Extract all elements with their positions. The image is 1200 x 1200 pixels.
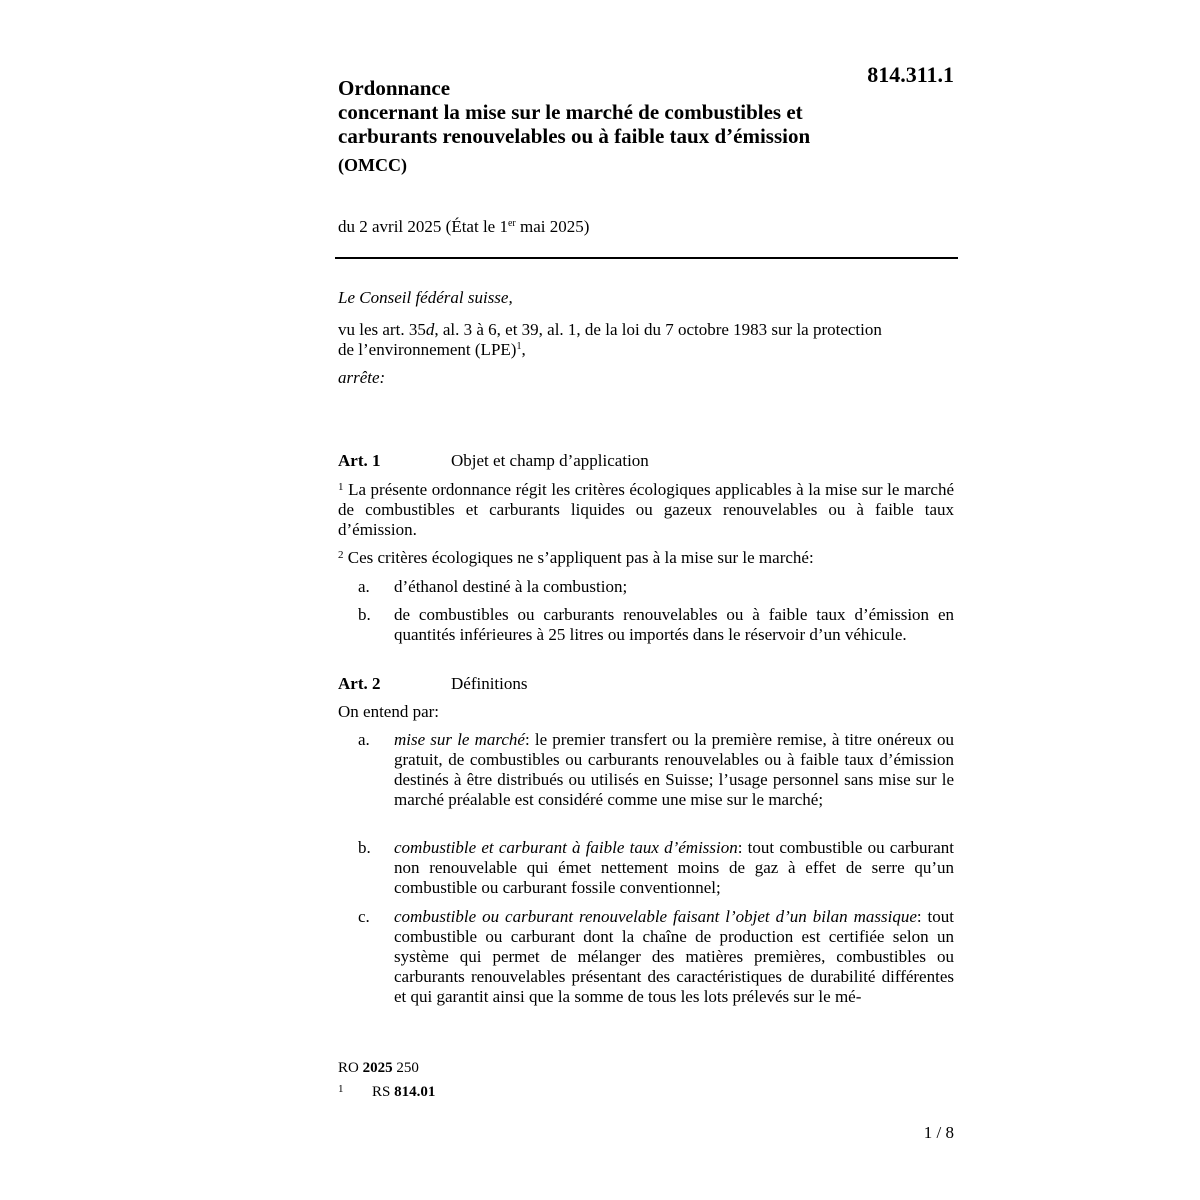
paragraph-text: La présente ordonnance régit les critères écologiques applicables à la mise sur le marché de combustibles et carburants liquides ou gazeux renouvelables ou à faible taux d’émission. (338, 480, 954, 539)
preamble-authority: Le Conseil fédéral suisse, (338, 288, 513, 307)
basis-text-2: , al. 3 à 6, et 39, al. 1, de la loi du 7 octobre 1983 sur la protection (434, 320, 882, 339)
footnote-reference[interactable]: 1 (516, 341, 522, 352)
footnote-prefix: RS (372, 1084, 395, 1100)
article-1-title: Objet et champ d’application (451, 451, 649, 470)
preamble-decree: arrête: (338, 368, 386, 387)
document-number: 814.311.1 (867, 62, 954, 87)
article-1-number: Art. 1 (338, 451, 381, 470)
publication-reference (338, 1058, 638, 1078)
basis-text-3: de l’environnement (LPE) (338, 340, 517, 359)
list-item-letter: b. (358, 838, 371, 857)
list-item-text: de combustibles ou carburants renouvelables ou à faible taux d’émission en quantités inférieures à 25 litres ou importés dans le réservoir d’un véhicule. (394, 605, 954, 644)
defined-term: mise sur le marché (394, 730, 525, 749)
list-item-letter: b. (358, 605, 371, 624)
date-prefix: du 2 avril 2025 (État le 1 (338, 217, 508, 236)
article-1-heading (338, 451, 954, 471)
ro-number: 250 (392, 1060, 419, 1076)
article-2-title: Définitions (451, 674, 528, 693)
paragraph-number: 1 (338, 481, 344, 493)
article-1-paragraph-1 (338, 480, 954, 540)
article-2-intro: On entend par: (338, 702, 440, 721)
article-2-heading (338, 674, 954, 694)
list-item-text (394, 730, 954, 810)
title-line-2: concernant la mise sur le marché de combustibles et (338, 100, 803, 124)
list-item-letter: a. (358, 577, 370, 596)
footnote (338, 1080, 638, 1101)
definition-text: : le premier transfert ou la première remise, à titre onéreux ou gratuit, de combustibles ou carburants renouvelables ou à faible taux d’émission destinés à être distribués ou utilisés en Suisse; l’usage personnel sans mise sur le marché préalable est considéré comme une mise sur le marché; (394, 730, 954, 809)
list-item-text (394, 838, 954, 898)
paragraph-text: Ces critères écologiques ne s’appliquent pas à la mise sur le marché: (343, 548, 814, 567)
footnote-reference-number[interactable]: 814.01 (394, 1084, 436, 1100)
list-item-letter: c. (358, 907, 370, 926)
date-suffix: mai 2025) (515, 217, 590, 236)
paragraph-number: 2 (338, 549, 344, 561)
basis-text-1: vu les art. 35 (338, 320, 426, 339)
list-item-text (394, 907, 954, 1007)
ro-year: 2025 (362, 1060, 393, 1076)
header-divider (335, 257, 958, 259)
article-1-paragraph-2 (338, 548, 954, 568)
preamble-legal-basis (338, 320, 954, 360)
date-line (338, 217, 589, 237)
basis-end: , (521, 340, 526, 359)
date-superscript: er (507, 218, 516, 229)
title-line-3: carburants renouvelables ou à faible taux d’émission (338, 124, 811, 148)
basis-italic: d (425, 320, 435, 339)
title-abbreviation: (OMCC) (338, 155, 407, 175)
title-line-1: Ordonnance (338, 76, 451, 100)
article-2-number: Art. 2 (338, 674, 381, 693)
list-item-text: d’éthanol destiné à la combustion; (394, 577, 628, 596)
page-number: 1 / 8 (923, 1123, 954, 1142)
defined-term: combustible ou carburant renouvelable faisant l’objet d’un bilan massique (394, 907, 917, 926)
list-item-letter: a. (358, 730, 370, 749)
document-title (338, 76, 898, 148)
ro-prefix: RO (338, 1060, 363, 1076)
footnote-mark: 1 (338, 1083, 344, 1095)
defined-term: combustible et carburant à faible taux d’émission (394, 838, 738, 857)
definition-text: : tout combustible ou carburant non renouvelable qui émet nettement moins de gaz à effet de serre qu’un combustible ou carburant fossile conventionnel; (394, 838, 954, 897)
definition-text: : tout combustible ou carburant dont la chaîne de production est certifiée selon un système qui permet de mélanger des matières premières, combustibles ou carburants renouvelables présentant des caractéristiques de durabilité différentes et qui garantit ainsi que la somme de tous les lots prélevés sur le mé- (394, 907, 955, 1006)
